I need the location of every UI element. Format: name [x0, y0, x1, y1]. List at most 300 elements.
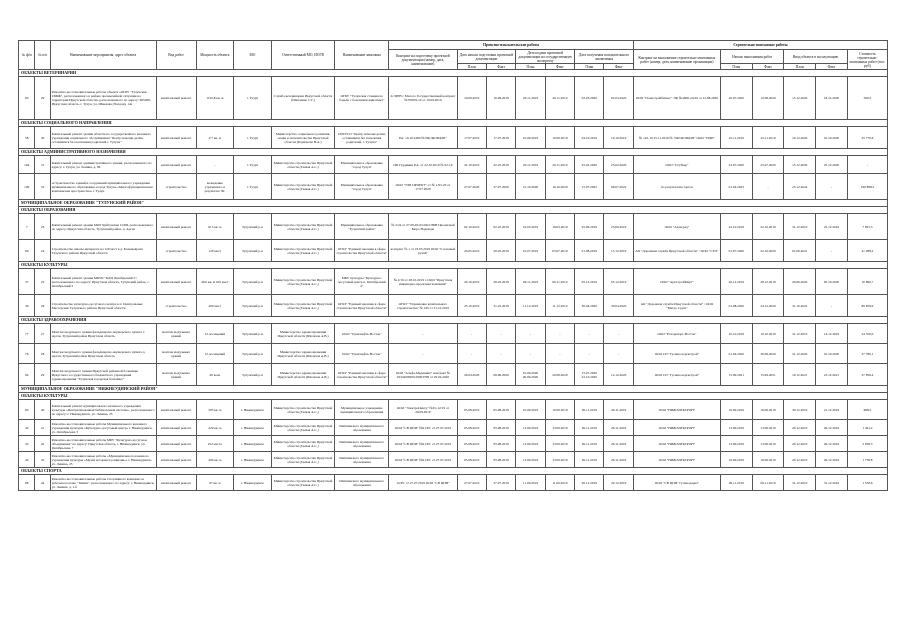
cell-build-commission-fact: - [816, 240, 848, 262]
cell-nfm: 43 [19, 436, 35, 452]
cell-design-receive-fact: 26.11.2019 [604, 420, 633, 436]
cell-nfm: 58 [19, 127, 35, 149]
table-row [19, 452, 888, 468]
cell-worktype: капитальный ремонт [156, 77, 196, 120]
cell-capacity: 1150,8 кв. м [196, 77, 234, 120]
cell-design-submit-fact: 11.09.2019 [545, 475, 574, 491]
cell-customer: ОГКУ "Единый заказчик в сфере строительства Иркутской области" [335, 364, 389, 386]
cell-name: Монтаж модульного здания Иркутской районной больницы Иркутского государственного бюджетного учреждения здравоохранения "Тулунская городская больница" [50, 364, 156, 386]
cell-design-receive-fact: - [604, 344, 633, 364]
cell-design-submit-plan: 15.10.2020 [516, 174, 545, 200]
cell-mo: Тулунский р-н [234, 240, 272, 262]
cell-build-contract: ООО "НИЖЭЛЕКТРОН" [633, 420, 720, 436]
cell-build-contract: АО "Дорожная служба Иркутской области" / ООО "СТП" [633, 240, 720, 262]
cell-design-start-fact: 10.09.2019 [486, 77, 515, 120]
cell-mo: Тулунский р-н [234, 364, 272, 386]
cell-design-submit-plan: 13.09.2019 [516, 420, 545, 436]
cell-design-receive-plan: - [575, 344, 604, 364]
cell-design-start-fact: - [486, 324, 515, 344]
cell-capacity: 12 посещений [196, 344, 234, 364]
cell-design-submit-plan: 10.09.2019 [516, 127, 545, 149]
cell-capacity: 505 кв. м [196, 400, 234, 420]
cell-responsible: Министерство строительства Иркутской области (Гаевая А.С.) [271, 174, 334, 200]
cell-design-receive-plan: 04.10.2019 [575, 127, 604, 149]
header-nfm: № ф/м [19, 41, 35, 70]
cell-npp: 31 [35, 156, 50, 174]
cell-worktype: капитальный ремонт [156, 400, 196, 420]
cell-capacity: 200 мест [196, 295, 234, 317]
cell-nfm: 42 [19, 420, 35, 436]
cell-design-start-plan: 27.07.2020 [457, 174, 486, 200]
cell-build-contract: ООО "НИЖЭЛЕКТРОН" [633, 400, 720, 420]
cell-build-start-fact: 16.09.2019 [752, 452, 784, 468]
cell-build-start-plan: 10.10.2019 [720, 324, 752, 344]
cell-design-contract: - [389, 324, 457, 344]
cell-customer: Шиткинского муниципального образования [335, 436, 389, 452]
cell-worktype: капитальный ремонт [156, 436, 196, 452]
section-header: МУНИЦИПАЛЬНОЕ ОБРАЗОВАНИЕ "НИЖНЕУДИНСКИЙ РАЙОН" [19, 386, 888, 393]
cell-design-start-plan: 17.07.2019 [457, 127, 486, 149]
cell-build-cost: 1 556,6 [847, 475, 887, 491]
cell-build-contract: ООО СП "Гусиноозерскстрой" [633, 364, 720, 386]
cell-capacity: 0 7 кв. м [196, 127, 234, 149]
cell-build-start-fact: 28.12.2019 [752, 269, 784, 295]
cell-design-receive-fact: 10.10.2019 [604, 127, 633, 149]
cell-npp: 28 [35, 344, 50, 364]
cell-build-commission-plan: 20.12.2019 [784, 452, 816, 468]
cell-design-start-fact: 20.05.2019 [486, 240, 515, 262]
header-plan: План [575, 64, 604, 70]
cell-design-receive-plan: 01.08.2019 [575, 240, 604, 262]
table-row [19, 420, 888, 436]
cell-design-start-plan: 05.08.2019 [457, 436, 486, 452]
cell-build-cost: 590,5 [847, 77, 887, 120]
cell-design-start-fact: 17.07.2019 [486, 127, 515, 149]
table-row [19, 240, 888, 262]
cell-design-receive-fact: - [604, 324, 633, 344]
cell-design-contract: ООО "УРБ ПРОЕКТ" от № 1/93-20 от 17.07.2020 [389, 174, 457, 200]
cell-design-start-fact: 27.07.2019 [486, 475, 515, 491]
cell-name: Капитальный ремонт административного здания, расположенного по адресу: г. Тулун, ул. Ленина, д. 99 [50, 156, 156, 174]
cell-customer: МКУ культуры "Культурно-досуговый центр п. Октябрьский 2" [335, 269, 389, 295]
cell-customer: ОГКУ "Единый заказчик в сфере строительства Иркутской области" [335, 240, 389, 262]
cell-build-commission-fact: 25.12.2019 [816, 214, 848, 240]
cell-design-submit-plan: 20.11.2019 [516, 77, 545, 120]
header-fact: Факт [604, 64, 633, 70]
cell-responsible: Министерство строительства Иркутской области (Гаевая А.С.) [271, 452, 334, 468]
cell-design-receive-plan: - [575, 324, 604, 344]
cell-capacity: 200 кв. м [196, 452, 234, 468]
cell-mo: Тулунский р-н [234, 295, 272, 317]
cell-mo: Тулунский р-н [234, 269, 272, 295]
header-plan: План [516, 64, 545, 70]
cell-build-commission-plan: 31.12.2019 [784, 475, 816, 491]
cell-name: Ремонтно-восстановительные работы Муниципального казенного учреждения культуры «Культурно-досуговый центр» г. Нижнеудинск, ул. Октябрьская, 5 [50, 420, 156, 436]
cell-build-cost: 37 858,4 [847, 364, 887, 386]
cell-design-receive-fact: 26.11.2019 [604, 452, 633, 468]
cell-name: Капитальный ремонт здания областного государственного казенного учреждения социального обслуживания "Центр помощи детям, оставшимся без попечения родителей г. Тулуна" [50, 127, 156, 149]
cell-design-contract: контракт № 1 от 16.05.2019 ООО "Сосновый ручей" [389, 240, 457, 262]
cell-build-contract: ООО "Полистройбизнес" ЭФ №4600-24/20 от 12.08.2020 [633, 77, 720, 120]
cell-design-submit-fact: 13.09.2019 [545, 452, 574, 468]
cell-design-submit-plan: 01.06.2020 20.06.2020 [516, 364, 545, 386]
cell-design-start-fact: 02.10.2019 [486, 214, 515, 240]
cell-worktype: капитальный ремонт [156, 420, 196, 436]
cell-build-start-fact: 10.10.2019 [752, 324, 784, 344]
cell-build-commission-fact: 20.12.2019 [816, 420, 848, 436]
cell-npp: 40 [35, 400, 50, 420]
section-header: ОБЪЕКТЫ КУЛЬТУРЫ [19, 393, 888, 400]
header-build-contract: Контракт на выполнение строительно-монтажных работ (номер, дата, наименование организации) [633, 50, 720, 70]
cell-build-commission-plan: 10.12.2020 [784, 127, 816, 149]
cell-build-commission-plan: 20.12.2019 [784, 420, 816, 436]
cell-npp: 43 [35, 452, 50, 468]
cell-design-contract: № 2/24 от 27.09.2019 ООО ПБН Проектный Бюро Надежды [389, 214, 457, 240]
cell-build-contract: ООО "СтрТвер" [633, 156, 720, 174]
cell-build-cost: 27 780,1 [847, 344, 887, 364]
cell-build-start-plan: 23.07.2020 [720, 156, 752, 174]
header-group-build: Строительно-монтажные работы [633, 41, 887, 50]
cell-build-start-plan: 13.09.2019 [720, 420, 752, 436]
cell-design-contract: ООО "СВ ЦПИ" №61/РС от 27.07.2019 [389, 436, 457, 452]
cell-design-submit-fact: - [545, 344, 574, 364]
table-row [19, 214, 888, 240]
cell-build-commission-plan: 10.12.2021 [784, 364, 816, 386]
cell-npp: 26 [35, 295, 50, 317]
cell-nfm: 94 [19, 364, 35, 386]
cell-name: Ремонтно-восстановительные работы МБУ "Культурно-досуговое объединение" по адресу: Иркутская область, г. Нижнеудинск, ул. Октябрьская, 7 [50, 436, 156, 452]
cell-responsible: Министерство здравоохранения Иркутской области (Шелехов А.В.) [271, 364, 334, 386]
cell-build-start-plan: 01.07.2020 [720, 240, 752, 262]
cell-design-submit-fact: 13.09.2019 [545, 436, 574, 452]
cell-npp: 44 [35, 475, 50, 491]
cell-name: Капитальный ремонт здания МОУ Куйтунская СОШ, расположенного по адресу: Иркутская область, Тулунский район, д. Арган [50, 214, 156, 240]
cell-design-start-plan: 05.08.2019 [457, 452, 486, 468]
cell-customer: Муниципальное образование "Тулунский район" [335, 214, 389, 240]
cell-design-contract: ООО "ЭлектроЦентр" №01-12/19 от 26.09.2019 [389, 400, 457, 420]
header-name: Наименование мероприятия, адрес объекта [50, 41, 156, 70]
cell-name: «Строительство зданий и сооружений муниципального учреждения муниципального образования «город Тулун» «Многофункциональная комплексная пространство» г. Тулун [50, 174, 156, 200]
header-design-start: Дата начала подготовки проектной документации [457, 50, 516, 64]
cell-build-commission-fact: 20.12.2019 [816, 436, 848, 452]
cell-design-submit-fact: 20.11.2019 [545, 156, 574, 174]
cell-design-start-plan: 02.10.2019 [457, 214, 486, 240]
cell-design-start-fact: 06.06.2020 [486, 364, 515, 386]
cell-npp: 29 [35, 364, 50, 386]
cell-mo: г. Тулун [234, 156, 272, 174]
table-row [19, 364, 888, 386]
cell-nfm: 37 [19, 269, 35, 295]
cell-mo: Тулунский р-н [234, 214, 272, 240]
cell-build-cost: 698,5 [847, 400, 887, 420]
cell-build-start-plan: 01.04.2023 [720, 174, 752, 200]
cell-design-submit-plan: 06.11.2019 [516, 269, 545, 295]
cell-build-cost: 24 350,0 [847, 324, 887, 344]
cell-design-receive-plan: 15.07.2020 22.10.2020 [575, 364, 604, 386]
cell-build-start-plan: 20.12.2019 [720, 269, 752, 295]
cell-build-start-fact: 25.11.2019 [752, 127, 784, 149]
cell-design-receive-plan: 25.02.2020 [575, 156, 604, 174]
cell-design-start-plan: 27.07.2019 [457, 475, 486, 491]
cell-design-receive-plan: 05.12.2019 [575, 269, 604, 295]
cell-worktype: монтаж модульных зданий [156, 364, 196, 386]
cell-mo: г. Тулун [234, 127, 272, 149]
report-table-body [19, 70, 888, 491]
cell-build-commission-fact: 23.12.2021 [816, 364, 848, 386]
cell-worktype: строительство [156, 295, 196, 317]
cell-build-commission-plan: 31.10.2022 [784, 295, 816, 317]
cell-design-submit-fact: 10.09.2019 [545, 400, 574, 420]
cell-worktype: капитальный ремонт [156, 452, 196, 468]
header-npp: № п/п [35, 41, 50, 70]
section-header: ОБЪЕКТЫ СОЦИАЛЬНОГО НАПРАВЛЕНИЯ [19, 120, 888, 127]
cell-build-cost: 10 890,7 [847, 269, 887, 295]
cell-design-start-fact: 05.08.2019 [486, 452, 515, 468]
cell-worktype: строительство [156, 174, 196, 200]
cell-customer: Муниципальное образование "город Тулун" [335, 156, 389, 174]
cell-build-start-plan: 22.10.2019 [720, 214, 752, 240]
header-plan: План [457, 64, 486, 70]
cell-build-contract: № 145-19 25.11.2019 № ЭФ/ОР/ЧЦОП" ООО "ПЦП" [633, 127, 720, 149]
header-fact: Факт [486, 64, 515, 70]
cell-design-start-plan: 20.05.2019 [457, 240, 486, 262]
cell-build-start-fact: 15.09.2021 [752, 364, 784, 386]
cell-mo: г. Нижнеудинск [234, 420, 272, 436]
cell-build-contract: ООО "Алльград" [633, 214, 720, 240]
cell-mo: Тулунский р-н [234, 324, 272, 344]
cell-capacity: возведение утраченного в результате ЧС [196, 174, 234, 200]
section-header: ОБЪЕКТЫ СПОРТА [19, 468, 888, 475]
cell-capacity: - [196, 156, 234, 174]
cell-npp: 24 [35, 240, 50, 262]
cell-mo: г. Нижнеудинск [234, 475, 272, 491]
cell-design-receive-plan: 26.11.2019 [575, 400, 604, 420]
cell-design-submit-plan: - [516, 344, 545, 364]
cell-nfm: 36 [19, 295, 35, 317]
section-header: МУНИЦИПАЛЬНОЕ ОБРАЗОВАНИЕ "ТУЛУНСКИЙ РАЙОН" [19, 200, 888, 207]
cell-build-cost: 1 461,2 [847, 420, 887, 436]
cell-build-start-fact: 12.08.2020 [752, 77, 784, 120]
cell-capacity: 12 посещений [196, 324, 234, 344]
cell-build-contract: ООО "НИЖЭЛЕКТРОН" [633, 452, 720, 468]
cell-design-start-fact: 31.10.2019 [486, 295, 515, 317]
cell-design-contract: ОГКУ "Управление капитального строительства" № 245 от 31.10.2019 [389, 295, 457, 317]
table-row [19, 77, 888, 120]
table-row [19, 400, 888, 420]
cell-build-commission-plan: 31.12.2019 [784, 324, 816, 344]
cell-build-start-plan: 01.08.2020 [720, 295, 752, 317]
cell-build-start-plan: 09.11.2019 [720, 475, 752, 491]
cell-responsible: Министерство строительства Иркутской области (Гаевая А.С.) [271, 436, 334, 452]
cell-build-start-fact: 30.09.2020 [752, 344, 784, 364]
cell-build-cost: - [847, 156, 887, 174]
cell-mo: г. Нижнеудинск [234, 400, 272, 420]
cell-customer: Шиткинского муниципального образования [335, 475, 389, 491]
cell-worktype: капитальный ремонт [156, 156, 196, 174]
header-customer: Наименование заказчика [335, 41, 389, 70]
cell-nfm: 98 [19, 475, 35, 491]
cell-design-receive-plan: 26.11.2019 [575, 420, 604, 436]
table-row [19, 269, 888, 295]
cell-capacity: 120 мест [196, 240, 234, 262]
cell-worktype: монтаж модульных зданий [156, 324, 196, 344]
cell-design-start-fact: - [486, 344, 515, 364]
cell-design-submit-plan: 13.09.2019 [516, 452, 545, 468]
cell-design-submit-fact: 16.10.2020 [545, 174, 574, 200]
cell-design-submit-plan: 19.03.2019 [516, 214, 545, 240]
section-header: ОБЪЕКТЫ КУЛЬТУРЫ [19, 262, 888, 269]
header-fact: Факт [752, 64, 784, 70]
cell-design-receive-fact: 15.12.2019 [604, 240, 633, 262]
cell-customer: Шиткинского муниципального образования [335, 452, 389, 468]
header-plan: План [784, 64, 816, 70]
cell-capacity: 40,0 кв. м 100 мест [196, 269, 234, 295]
cell-worktype: капитальный ремонт [156, 475, 196, 491]
cell-nfm: 76 [19, 344, 35, 364]
cell-design-start-plan: 10.09.2019 [457, 77, 486, 120]
cell-build-commission-plan: 01.09.2021 [784, 240, 816, 262]
cell-design-contract: ООО "СВ ЦПИ" №61/РС от 27.07.2019 [389, 452, 457, 468]
header-capacity: Мощность объекта [196, 41, 234, 70]
cell-build-start-fact: 25.07.2020 [752, 156, 784, 174]
cell-responsible: Министерство строительства Иркутской области (Гаевая А.С.) [271, 475, 334, 491]
cell-build-commission-plan: 20.06.2020 [784, 269, 816, 295]
cell-design-start-plan: 05.08.2019 [457, 420, 486, 436]
cell-design-start-plan: 20.10.2019 [457, 269, 486, 295]
section-header: ОБЪЕКТЫ АДМИНИСТРАТИВНОГО НАЗНАЧЕНИЯ [19, 149, 888, 156]
cell-customer: Шиткинского муниципального образования [335, 420, 389, 436]
cell-customer: ООО "Транснефть-Восток" [335, 324, 389, 344]
cell-build-cost: 89 859,9 [847, 295, 887, 317]
cell-design-submit-fact: 11.12.2019 [545, 295, 574, 317]
cell-build-start-fact: 13.09.2019 [752, 420, 784, 436]
cell-design-submit-fact: 13.09.2019 [545, 420, 574, 436]
header-design-contract: Контракт на подготовку проектной документации (номер, дата, наименование) [389, 50, 457, 70]
cell-build-cost: 41 288,2 [847, 240, 887, 262]
cell-build-start-plan: 15.09.2021 [720, 364, 752, 386]
cell-build-contract: ООО "АрхСтройМарт" [633, 269, 720, 295]
header-design-receive: Дата получения положительного заключения [575, 50, 634, 64]
cell-npp: 30 [35, 127, 50, 149]
cell-design-start-plan: - [457, 324, 486, 344]
cell-build-contract: АО "Дорожная служба Иркутской области" / ООО "Метро Сруш" [633, 295, 720, 317]
cell-nfm: 60 [19, 400, 35, 420]
cell-build-commission-fact: 31.12.2019 [816, 475, 848, 491]
cell-build-start-fact: 22.10.2020 [752, 240, 784, 262]
cell-design-contract: - [389, 344, 457, 364]
section-header: ОБЪЕКТЫ ОБРАЗОВАНИЯ [19, 207, 888, 214]
cell-capacity: 252 места [196, 436, 234, 452]
cell-design-submit-fact: 20.08.2020 [545, 364, 574, 386]
cell-build-commission-plan: 31.12.2020 [784, 344, 816, 364]
section-header: ОБЪЕКТЫ ВЕТЕРИНАРИИ [19, 70, 888, 77]
cell-build-start-plan: 20.07.2020 [720, 77, 752, 120]
cell-design-receive-plan: 30.04.2020 [575, 295, 604, 317]
cell-build-commission-plan: 15.12.2020 [784, 156, 816, 174]
cell-build-cost: 7 901,3 [847, 214, 887, 240]
cell-responsible: Министерство социального развития, опеки и попечительства Иркутской области (Родионова В.А.) [271, 127, 334, 149]
cell-design-start-plan: 29.04.2020 [457, 364, 486, 386]
cell-build-start-fact: 16.09.2019 [752, 400, 784, 420]
cell-responsible: Министерство здравоохранения Иркутской области (Шелехов А.В.) [271, 344, 334, 364]
cell-build-commission-plan: 20.12.2019 [784, 436, 816, 452]
table-row [19, 295, 888, 317]
cell-design-receive-fact: 12.12.2020 [604, 364, 633, 386]
cell-build-contract: ООО "Рочорепорт-Восток" [633, 324, 720, 344]
cell-design-submit-plan: 20.11.2019 [516, 156, 545, 174]
cell-mo: г. Нижнеудинск [234, 452, 272, 468]
cell-design-submit-fact: 06.11.2019 [545, 269, 574, 295]
cell-build-commission-fact: 14.12.2019 [816, 324, 848, 344]
cell-npp: 41 [35, 420, 50, 436]
cell-design-receive-fact: 25.02.2020 [604, 156, 633, 174]
cell-build-contract: ООО СП "Гусиноозерскстрой" [633, 344, 720, 364]
cell-build-commission-fact: 18.12.2020 [816, 77, 848, 120]
cell-nfm: 7 [19, 214, 35, 240]
cell-responsible: Министерство строительства Иркутской области (Гаевая А.С.) [271, 295, 334, 317]
header-fact: Факт [816, 64, 848, 70]
header-build-cost: Стоимость строительно-монтажных работ (тыс. руб) [847, 50, 887, 70]
cell-design-contract: ИП Грудинин Р.А. от 22.10.2019 № 02-19 [389, 156, 457, 174]
cell-design-submit-plan: 13.09.2019 [516, 436, 545, 452]
cell-capacity: 615 кв. м [196, 214, 234, 240]
cell-design-receive-plan: 25.09.2019 [575, 214, 604, 240]
cell-build-start-plan: 16.09.2019 [720, 400, 752, 420]
cell-name: Ремонтно-восстановительные работы Спортивного комплекса в рабочем поселке "Тимин", расположенного по адресу: г. Нижнеудинск, ул. Ленина, д. 1-б [51, 476, 155, 489]
cell-build-commission-fact: 20.12.2019 [816, 452, 848, 468]
cell-npp: 42 [35, 436, 50, 452]
cell-design-receive-fact: 26.11.2019 [604, 436, 633, 452]
cell-build-commission-fact: 10.10.2020 [816, 127, 848, 149]
cell-design-contract: Рег. 10.19 2490 №ЭФ/ДК/ЧЦОП" [389, 127, 457, 149]
cell-responsible: Министерство строительства Иркутской области (Гаевая А.С.) [271, 400, 334, 420]
cell-npp: 25 [35, 269, 50, 295]
cell-worktype: строительство [156, 240, 196, 262]
cell-name: Монтаж модульного здания фельдшерско-акушерского пункта д. Арган, Тулунский район Иркутская область [50, 344, 156, 364]
cell-build-start-plan: 01.04.2020 [720, 344, 752, 364]
table-row [19, 324, 888, 344]
cell-design-start-plan: 05.08.2019 [457, 400, 486, 420]
table-row [19, 127, 888, 149]
cell-build-commission-fact: - [816, 174, 848, 200]
table-row [19, 156, 888, 174]
cell-nfm: 77 [19, 324, 35, 344]
cell-build-cost: 199 898,5 [847, 174, 887, 200]
cell-customer: Муниципальное образование "город Тулун" [335, 174, 389, 200]
cell-design-start-plan: 25.10.2019 [457, 295, 486, 317]
cell-design-receive-fact: 02.03.2020 [604, 77, 633, 120]
cell-build-start-fact: 22.10.2019 [752, 214, 784, 240]
cell-design-receive-plan: 20.12.2019 [575, 475, 604, 491]
cell-design-start-fact: 28.10.2019 [486, 269, 515, 295]
cell-nfm: 109 [19, 174, 35, 200]
cell-design-receive-fact: 05.12.2019 [604, 269, 633, 295]
cell-design-receive-plan: 26.11.2019 [575, 436, 604, 452]
cell-worktype: капитальный ремонт [156, 214, 196, 240]
table-row [19, 344, 888, 364]
header-design-submit: Дата подачи проектной документации на государственную экспертизу [516, 50, 575, 64]
cell-responsible: Министерство строительства Иркутской области (Гаевая А.С.) [271, 156, 334, 174]
cell-build-contract: по результатам торгов [633, 174, 720, 200]
cell-name: Строительство культурно-досугового центра в п. Центральные Мастерские Тулунского района Иркутской области [50, 295, 156, 317]
cell-build-commission-fact: 10.10.2020 [816, 344, 848, 364]
cell-build-commission-plan: 15.12.2020 [784, 77, 816, 120]
cell-build-commission-plan: 30.12.2019 [784, 400, 816, 420]
cell-customer: ОГКУ "Единый заказчик в сфере строительства Иркутской области" [335, 295, 389, 317]
cell-build-start-plan: 13.09.2019 [720, 436, 752, 452]
cell-design-contract: 12/РС от 27.07.2019 ООО "СВ ЦПИ" [389, 475, 457, 491]
cell-worktype: капитальный ремонт [156, 269, 196, 295]
